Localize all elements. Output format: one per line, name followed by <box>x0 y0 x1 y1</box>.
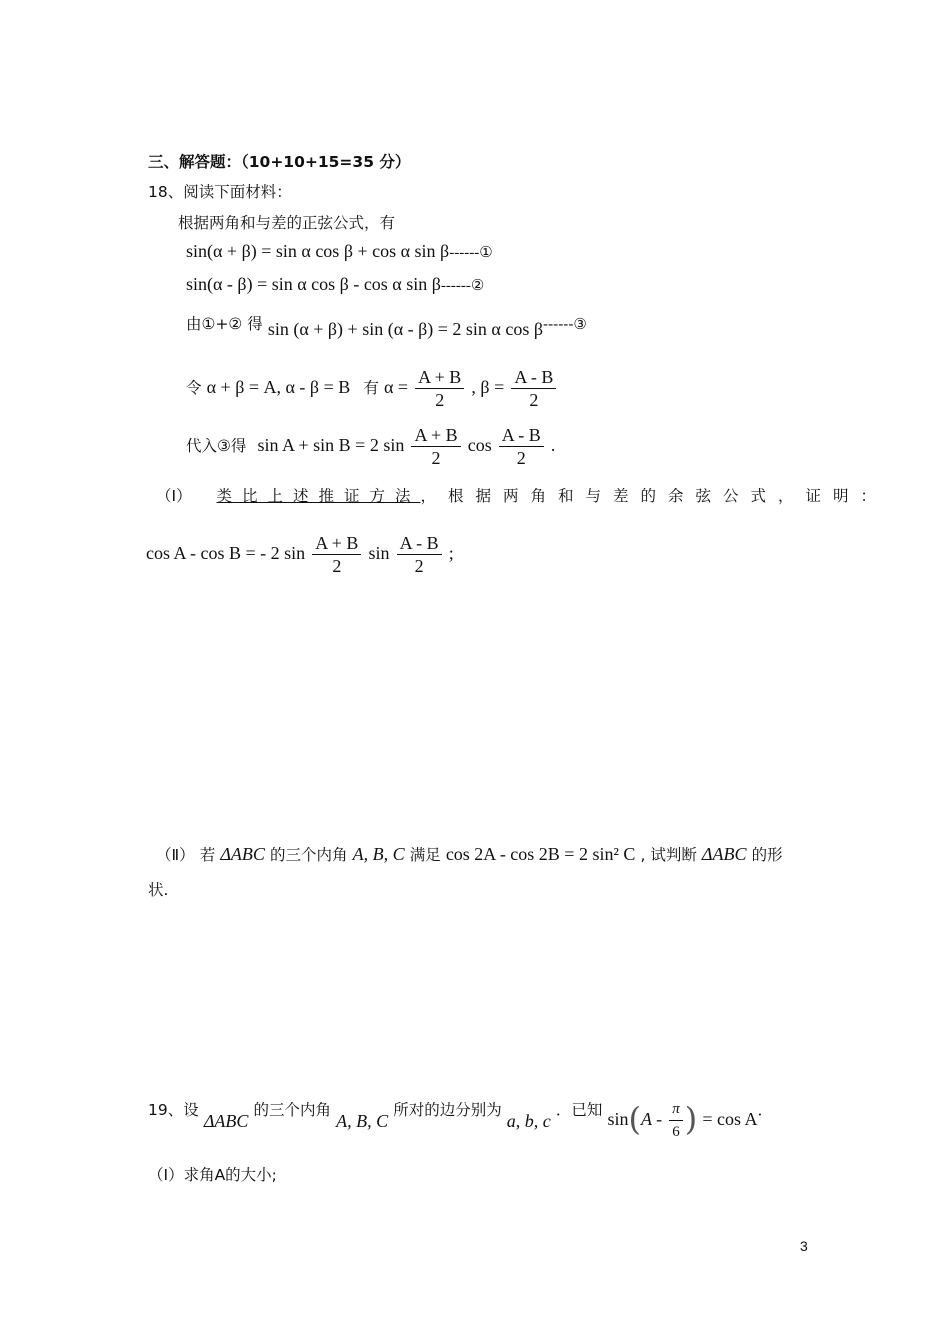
q19-inner: A - <box>641 1109 663 1129</box>
part2-text5: 的形 <box>751 846 783 864</box>
eq3-tag: ------③ <box>543 315 587 333</box>
q19-pi: π <box>669 1098 683 1121</box>
q18-intro: 18、阅读下面材料： <box>148 183 292 201</box>
sub-num2: A - B <box>499 424 544 447</box>
part1-lhs: cos A - cos B = - 2 sin <box>146 543 306 563</box>
q18-eq2 <box>186 274 484 295</box>
q18-let-line <box>186 366 558 411</box>
right-paren: ) <box>684 1099 698 1138</box>
q18-sub-line <box>186 424 555 469</box>
q19-text1: 的三个内角 <box>253 1101 331 1119</box>
eq3-prefix: 由①+② 得 <box>186 315 263 333</box>
sub-end: . <box>550 435 556 455</box>
left-paren: ( <box>628 1099 641 1138</box>
part2-text1: 若 <box>199 846 216 864</box>
part1-underlined: 类比上述推证方法 <box>216 487 421 505</box>
q18-part1-prompt <box>156 484 888 506</box>
q19-part1: （Ⅰ）求角A的大小; <box>148 1166 277 1184</box>
section-heading: 三、解答题：（10+10+15=35 分） <box>148 153 411 171</box>
part1-num2: A - B <box>397 532 442 555</box>
beta-eq: , β = <box>471 377 505 397</box>
q19-dot: ． <box>757 1101 774 1119</box>
part2-angles: A, B, C <box>352 844 405 864</box>
part1-sin: sin <box>368 543 390 563</box>
q19-pi-fraction <box>669 1098 683 1143</box>
q18-material-lead: 根据两角和与差的正弦公式，有 <box>178 214 396 232</box>
part1-fraction-2 <box>397 532 442 577</box>
eq1-rhs: = sin α cos β + cos α sin β <box>261 241 450 261</box>
beta-den: 2 <box>529 390 539 410</box>
sub-fraction-1 <box>411 424 460 469</box>
alpha-num: A + B <box>415 366 464 389</box>
sub-lhs: sin A + sin B = 2 sin <box>257 435 405 455</box>
part2-text4: , 试判断 <box>640 846 697 864</box>
part1-den1: 2 <box>332 556 342 576</box>
beta-num: A - B <box>511 366 556 389</box>
sub-prefix: 代入③得 <box>186 437 247 455</box>
part2-triangle: ΔABC <box>220 844 265 864</box>
eq2-rhs: = sin α cos β - cos α sin β <box>257 274 441 294</box>
sub-cos: cos <box>467 435 492 455</box>
let-prefix: 令 <box>186 379 202 397</box>
page-number: 3 <box>800 1238 808 1254</box>
q19-sin: sin <box>607 1109 629 1129</box>
part1-rest: ，根据两角和与差的余弦公式，证明： <box>420 487 889 505</box>
q19-triangle: ΔABC <box>203 1111 249 1131</box>
part1-num1: A + B <box>312 532 361 555</box>
part2-triangle-2: ΔABC <box>701 844 747 864</box>
q18-eq3 <box>186 312 587 339</box>
q19-text2: 所对的边分别为 <box>393 1101 502 1119</box>
q19-six: 6 <box>672 1124 680 1140</box>
q18-part1-formula <box>146 532 454 577</box>
eq1-lhs: sin(α + β) <box>186 241 257 261</box>
q19-statement <box>148 1088 774 1140</box>
part1-fraction-1 <box>312 532 361 577</box>
part2-text3: 满足 <box>409 846 441 864</box>
let-expr: α + β = A, α - β = B <box>206 377 351 397</box>
beta-fraction <box>511 366 556 411</box>
q19-number: 19、设 <box>148 1101 199 1119</box>
sub-den2: 2 <box>516 448 526 468</box>
have-label: 有 <box>363 379 379 397</box>
alpha-eq: α = <box>383 377 409 397</box>
sub-fraction-2 <box>499 424 544 469</box>
sub-den1: 2 <box>431 448 441 468</box>
q19-sides: a, b, c <box>506 1111 551 1131</box>
eq2-tag: ------② <box>440 278 485 294</box>
eq1-tag: ------① <box>449 245 493 261</box>
part1-end: ; <box>448 543 454 563</box>
part1-den2: 2 <box>414 556 424 576</box>
part2-text2: 的三个内角 <box>270 846 348 864</box>
q19-text3: ．已知 <box>555 1101 603 1119</box>
alpha-fraction <box>415 366 464 411</box>
part1-label: （Ⅰ） <box>156 487 192 505</box>
sub-num1: A + B <box>411 424 460 447</box>
q18-part2 <box>156 843 783 865</box>
q18-eq1 <box>186 241 493 262</box>
eq2-lhs: sin(α - β) <box>186 274 253 294</box>
alpha-den: 2 <box>435 390 445 410</box>
eq3-expr: sin (α + β) + sin (α - β) = 2 sin α cos β <box>267 319 544 339</box>
part2-condition: cos 2A - cos 2B = 2 sin² C <box>445 844 636 864</box>
q19-angles: A, B, C <box>336 1111 389 1131</box>
q19-rhs: = cos A <box>702 1109 758 1129</box>
q18-part2-continuation: 状. <box>148 881 169 899</box>
part2-label: （Ⅱ） <box>156 846 195 864</box>
